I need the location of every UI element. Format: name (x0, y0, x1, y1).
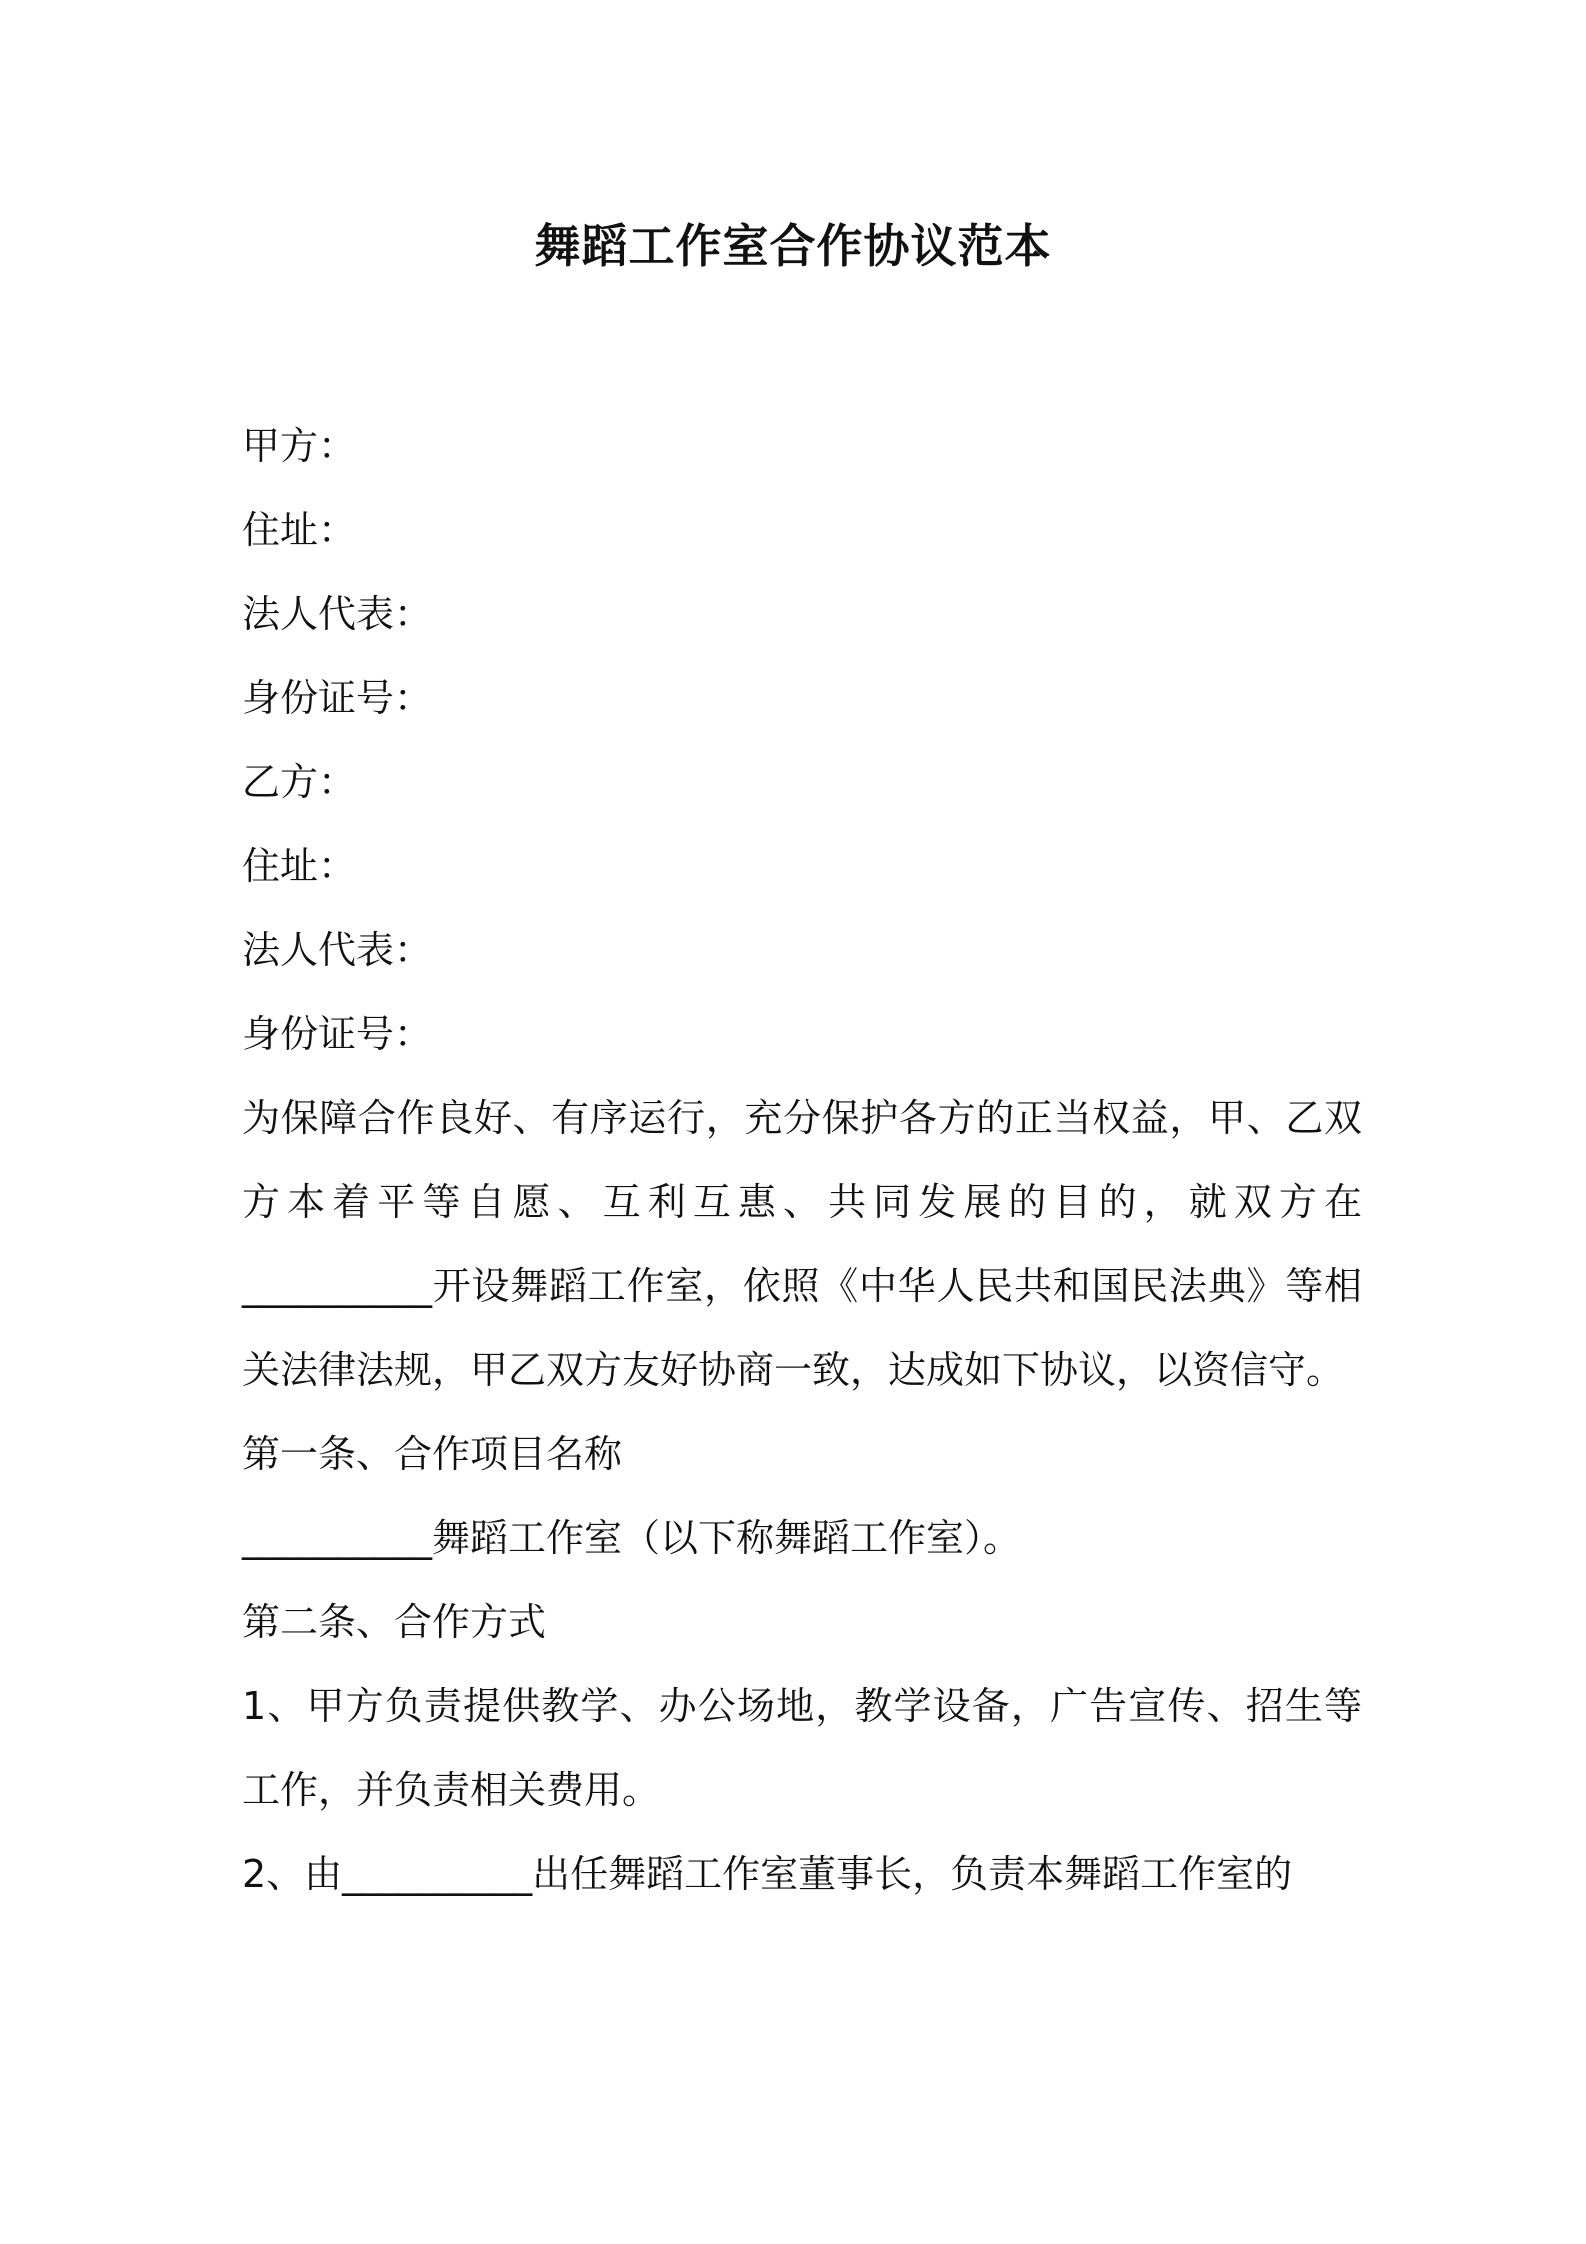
party-a-name-label: 甲方： (242, 424, 357, 468)
party-a-address-label: 住址： (242, 508, 357, 552)
article1-content: __________舞蹈工作室（以下称舞蹈工作室）。 (242, 1516, 1022, 1560)
party-a-rep-label: 法人代表： (242, 592, 433, 636)
preamble-paragraph: 为保障合作良好、有序运行，充分保护各方的正当权益，甲、乙双方本着平等自愿、互利互惠、共同发展的目的，就双方在__________开设舞蹈工作室，依照《中华人民共和国民法典》等相关法律法规，甲乙双方友好协商一致，达成如下协议，以资信守。 (242, 1096, 1362, 1392)
party-a-id-label: 身份证号： (242, 676, 433, 720)
article2-heading: 第二条、合作方式 (242, 1600, 547, 1644)
article1-heading: 第一条、合作项目名称 (242, 1432, 623, 1476)
article2-item2: 2、由__________出任舞蹈工作室董事长，负责本舞蹈工作室的 (242, 1852, 1293, 1896)
document-body (242, 404, 1362, 1916)
party-b-rep-label: 法人代表： (242, 928, 433, 972)
party-b-name-label: 乙方： (242, 760, 357, 804)
article2-item1: 1、甲方负责提供教学、办公场地，教学设备，广告宣传、招生等工作，并负责相关费用。 (242, 1684, 1362, 1812)
party-b-id-label: 身份证号： (242, 1012, 433, 1056)
party-b-address-label: 住址： (242, 844, 357, 888)
document-title: 舞蹈工作室合作协议范本 (534, 219, 1052, 273)
